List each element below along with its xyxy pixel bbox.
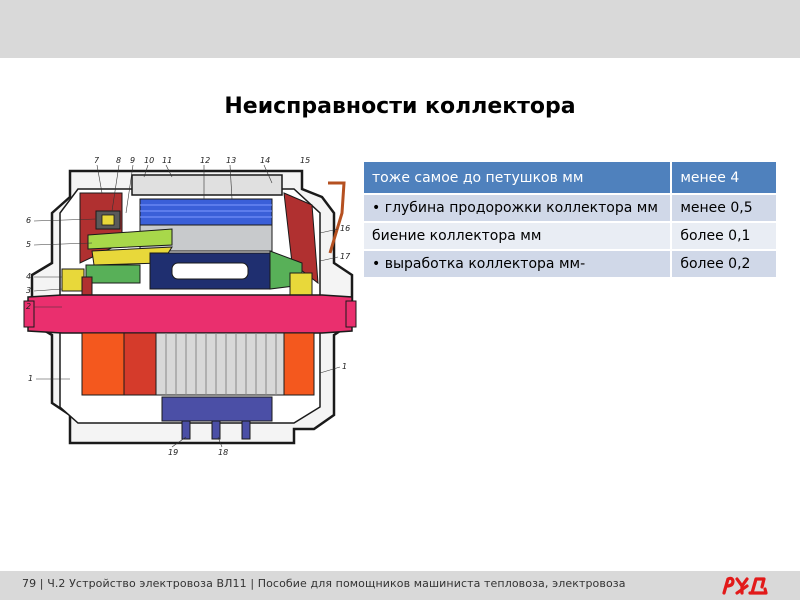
rzd-logo-icon bbox=[720, 573, 770, 597]
callout-3: 3 bbox=[26, 286, 32, 295]
callout-11: 11 bbox=[162, 156, 173, 165]
callout-1-left: 1 bbox=[28, 374, 34, 383]
callout-18: 18 bbox=[218, 448, 229, 457]
table-cell: биение коллектора мм bbox=[363, 222, 671, 250]
callout-17: 17 bbox=[340, 252, 351, 261]
callout-19: 19 bbox=[168, 448, 179, 457]
table-cell: более 0,2 bbox=[671, 250, 777, 278]
table-cell: • выработка коллектора мм- bbox=[363, 250, 671, 278]
motor-cross-section-diagram bbox=[22, 153, 362, 463]
callout-5: 5 bbox=[26, 240, 32, 249]
table-header-row bbox=[363, 161, 777, 194]
table-cell: менее 0,5 bbox=[671, 194, 777, 222]
collector-faults-table bbox=[362, 160, 778, 279]
table-row bbox=[363, 194, 777, 222]
callout-6: 6 bbox=[26, 216, 32, 225]
footer-text: 79 | Ч.2 Устройство электровоза ВЛ11 | Пособие для помощников машиниста тепловоза, электровоза bbox=[22, 577, 626, 590]
table-cell: • глубина продорожки коллектора мм bbox=[363, 194, 671, 222]
callout-13: 13 bbox=[226, 156, 237, 165]
table-header-cell: тоже самое до петушков мм bbox=[363, 161, 671, 194]
callout-9: 9 bbox=[130, 156, 136, 165]
callout-8: 8 bbox=[116, 156, 122, 165]
table-cell: более 0,1 bbox=[671, 222, 777, 250]
callout-14: 14 bbox=[260, 156, 271, 165]
table-header-cell: менее 4 bbox=[671, 161, 777, 194]
callout-10: 10 bbox=[144, 156, 155, 165]
table-row bbox=[363, 250, 777, 278]
callout-16: 16 bbox=[340, 224, 351, 233]
callout-12: 12 bbox=[200, 156, 211, 165]
callout-2: 2 bbox=[26, 302, 32, 311]
callout-4: 4 bbox=[26, 272, 32, 281]
callout-15: 15 bbox=[300, 156, 311, 165]
callout-1-right: 1 bbox=[342, 362, 348, 371]
top-band bbox=[0, 0, 800, 58]
table-row bbox=[363, 222, 777, 250]
slide-title: Неисправности коллектора bbox=[224, 94, 576, 119]
callout-7: 7 bbox=[94, 156, 100, 165]
